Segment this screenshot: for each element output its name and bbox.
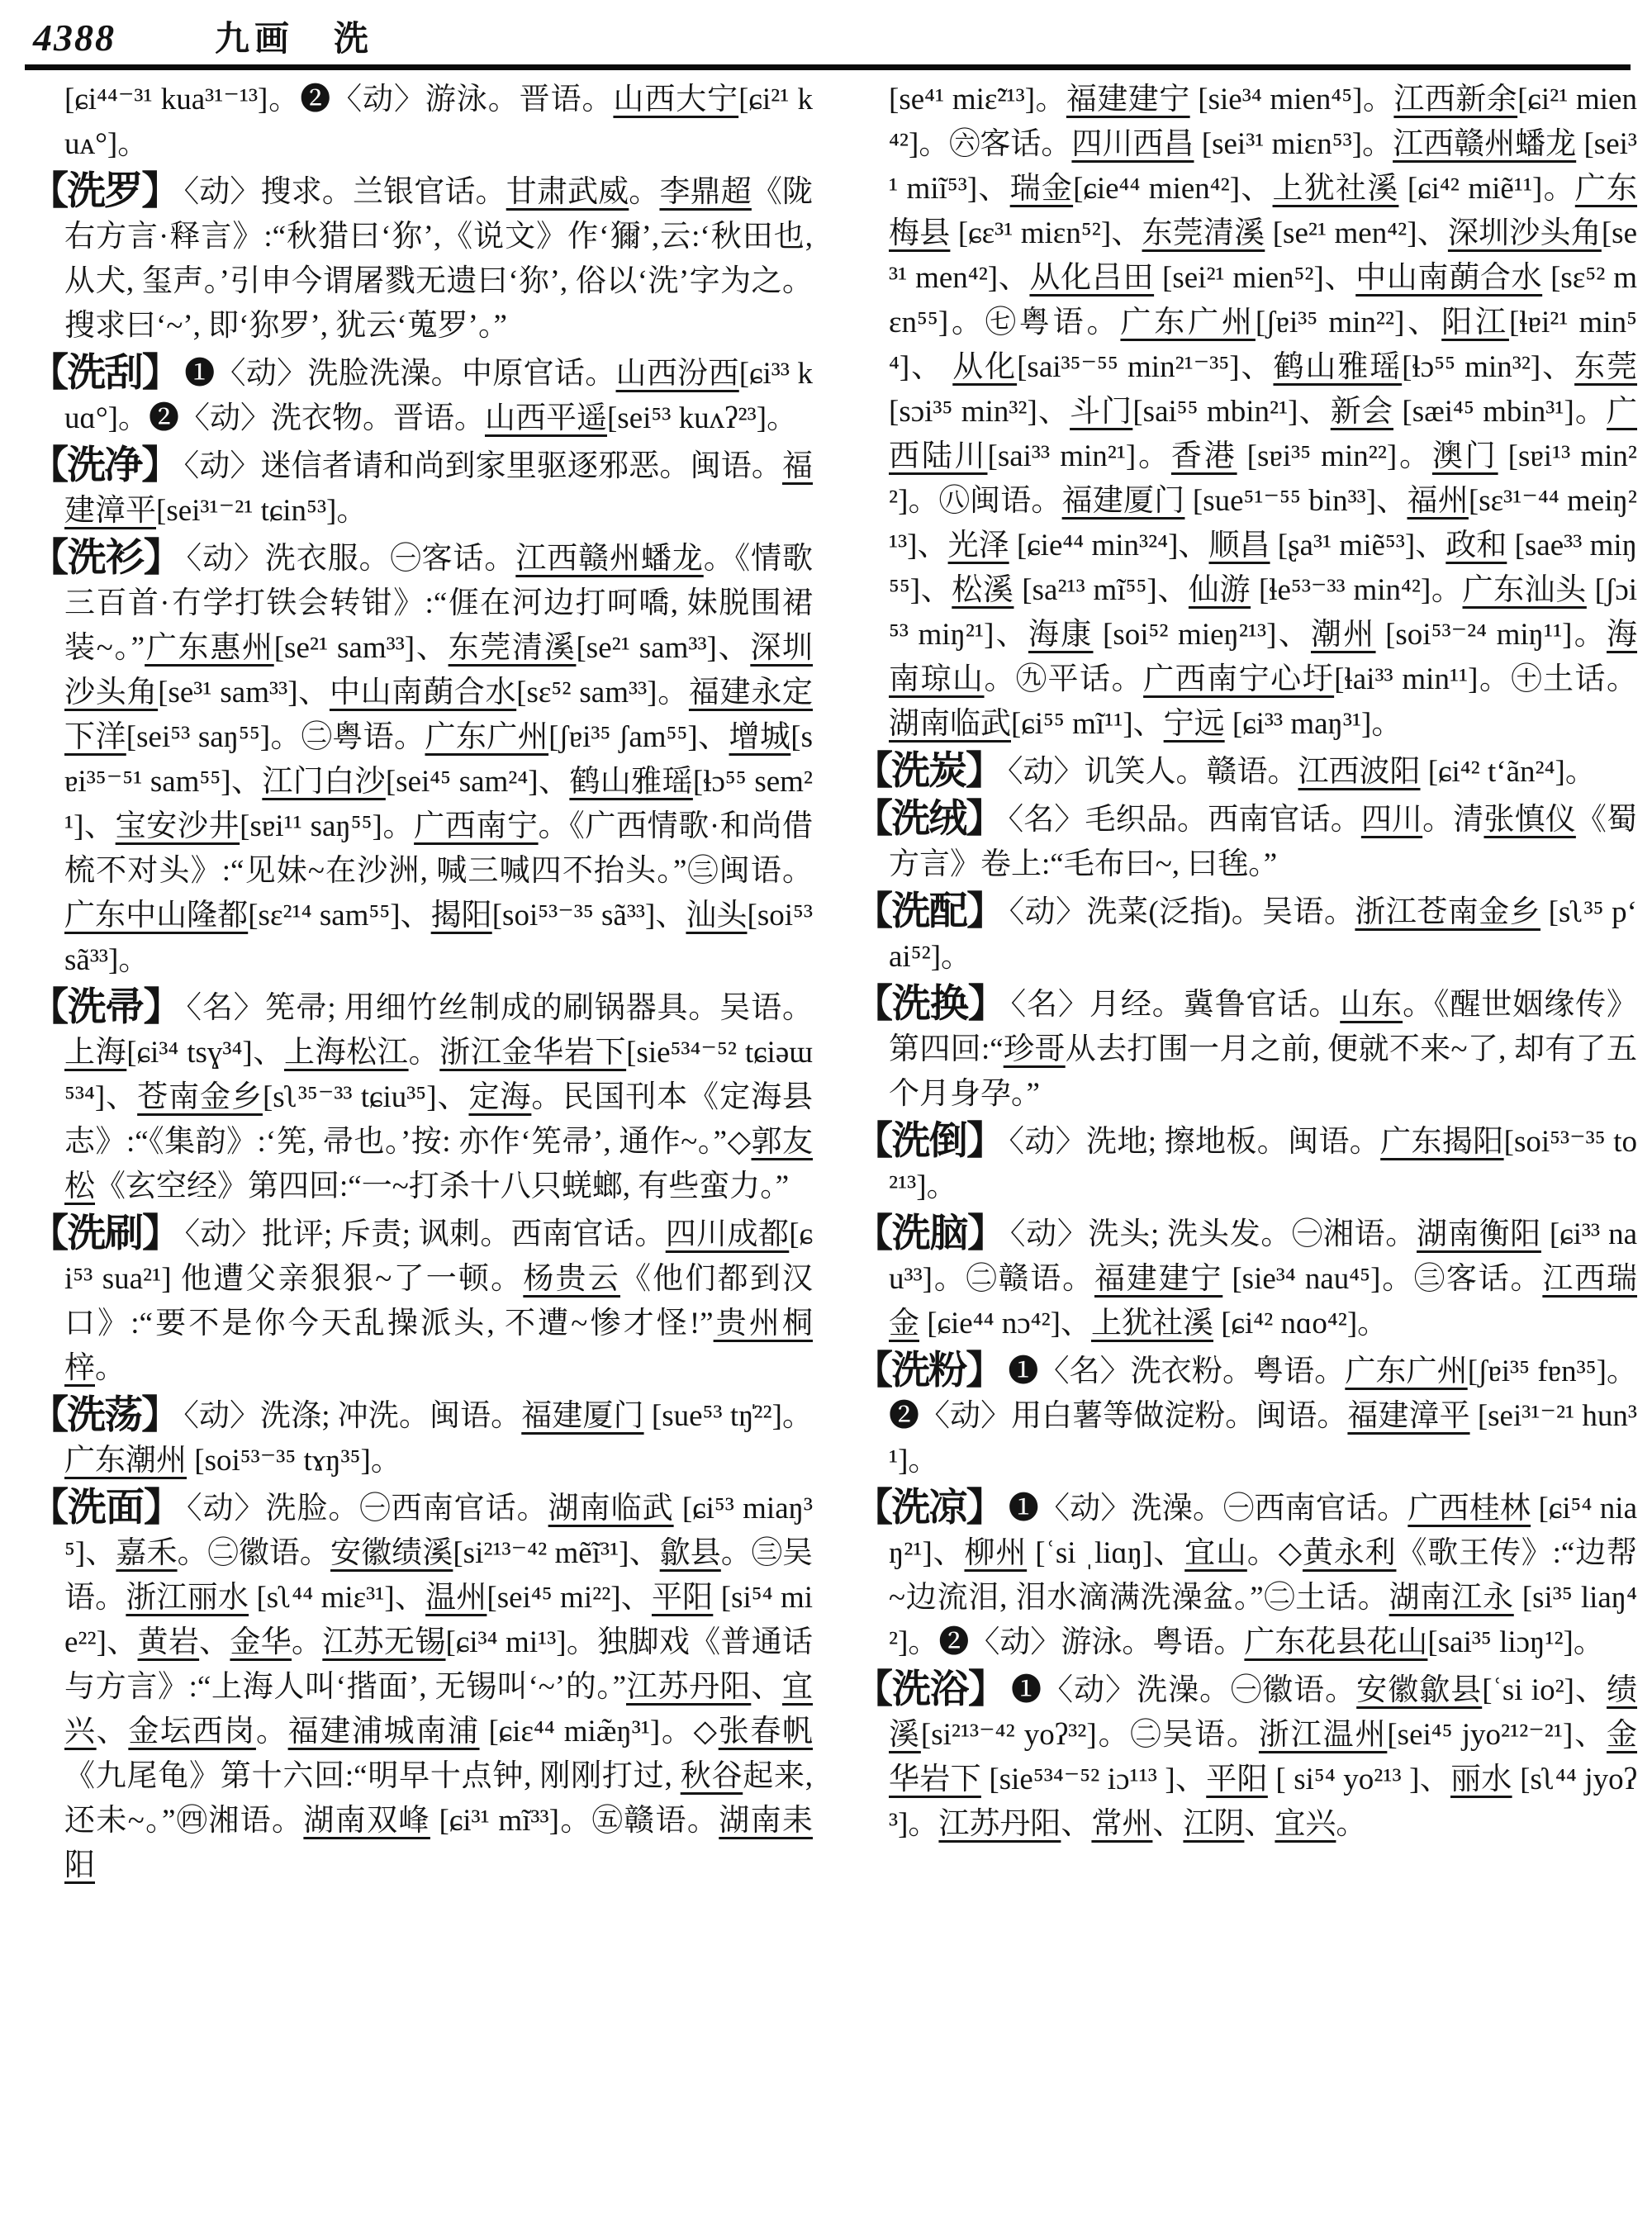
entry-continuation: [ɕi⁴⁴⁻³¹ kua³¹⁻¹³]。❷〈动〉游泳。晋语。山西大宁[ɕi²¹ kuᴀ°]。 <box>64 83 813 161</box>
proper-noun: 湖南临武 <box>548 1492 674 1525</box>
proper-noun: 黄永利 <box>1302 1536 1397 1570</box>
proper-noun: 广东花县花山 <box>1244 1625 1428 1659</box>
entry-headword: 【洗配】 <box>854 890 1004 933</box>
proper-noun: 澳门 <box>1431 439 1498 473</box>
proper-noun: 山西汾西 <box>615 357 739 391</box>
proper-noun: 浙江苍南金乡 <box>1355 895 1540 929</box>
proper-noun: 嘉禾 <box>116 1536 178 1570</box>
dictionary-entry: 【洗衫】 〈动〉洗衣服。㊀客话。江西赣州蟠龙。《情歌三百首·冇学打铁会转钳》:“𠊎在河边打呵嘺, 妹脱围裙装~。”广东惠州[se²¹ sam³³]、东莞清溪[se²¹ sam³³]、深圳沙头角[se³¹ sam³³]、中山南蓢合水[sɛ⁵² sam³³]。福建永定下洋[sei⁵³ saŋ⁵⁵]。㊁粤语。广东广州[ʃɐi³⁵ ʃam⁵⁵]、增城[sɐi³⁵⁻⁵¹ sam⁵⁵]、江门白沙[sei⁴⁵ sam²⁴]、鹤山雅瑶[ɬɔ⁵⁵ sem²¹]、宝安沙井[sɐi¹¹ saŋ⁵⁵]。广西南宁。《广西情歌·和尚借梳不对头》:“见妹~在沙洲, 喊三喊四不抬头。”㊂闽语。广东中山隆都[sɛ²¹⁴ sam⁵⁵]、揭阳[soi⁵³⁻³⁵ sã³³]、汕头[soi⁵³ sã³³]。 <box>30 537 814 977</box>
dictionary-entry: 【洗净】 〈动〉迷信者请和尚到家里驱逐邪恶。闽语。福建漳平[sei³¹⁻²¹ tɕin⁵³]。 <box>30 444 814 528</box>
dictionary-entry: 【洗刮】 ❶〈动〉洗脸洗澡。中原官话。山西汾西[ɕi³³ kuɑ°]。❷〈动〉洗衣物。晋语。山西平遥[sei⁵³ kuʌʔ²³]。 <box>30 352 814 435</box>
dictionary-entry: 【洗炭】 〈动〉讥笑人。赣语。江西波阳 [ɕi⁴² tʻãn²⁴]。 <box>854 750 1596 793</box>
proper-noun: 阳江 <box>1441 306 1509 339</box>
proper-noun: 金坛西岗 <box>128 1715 256 1748</box>
proper-noun: 浙江金华岩下 <box>439 1036 627 1070</box>
proper-noun: 苍南金乡 <box>137 1080 263 1114</box>
entry-headword: 【洗面】 <box>30 1487 183 1530</box>
proper-noun: 揭阳 <box>430 899 492 932</box>
proper-noun: 丽水 <box>1450 1763 1512 1796</box>
proper-noun: 温州 <box>425 1581 487 1615</box>
proper-noun: 湖南双峰 <box>303 1804 430 1838</box>
entry-headword: 【洗帚】 <box>30 986 182 1029</box>
proper-noun: 绩溪 <box>889 1673 1638 1752</box>
proper-noun: 江西新余 <box>1393 83 1518 116</box>
entry-headword: 【洗刮】 <box>30 352 180 395</box>
proper-noun: 上海 <box>64 1036 127 1070</box>
proper-noun: 广西陆川 <box>889 395 1638 473</box>
proper-noun: 柳州 <box>964 1536 1028 1570</box>
proper-noun: 山东 <box>1340 988 1403 1022</box>
proper-noun: 宜兴 <box>64 1670 813 1748</box>
entry-headword: 【洗脑】 <box>854 1212 1005 1255</box>
proper-noun: 江西波阳 <box>1298 755 1421 789</box>
dictionary-entry: 【洗帚】 〈名〉筅帚; 用细竹丝制成的刷锅器具。吴语。上海[ɕi³⁴ tsɣ³⁴]、上海松江。浙江金华岩下[sie⁵³⁴⁻⁵² tɕiəɯ⁵³⁴]、苍南金乡[sʅ³⁵⁻³³ tɕiu³⁵]、定海。民国刊本《定海县志》:“《集韵》:‘筅, 帚也。’按: 亦作‘筅帚’, 通作~。”◇郭友松《玄空经》第四回:“一~打杀十八只蜣螂, 有些蛮力。” <box>30 986 814 1203</box>
proper-noun: 歙县 <box>659 1536 721 1570</box>
proper-noun: 宜山 <box>1184 1536 1247 1570</box>
proper-noun: 甘肃武威 <box>506 175 629 209</box>
proper-noun: 浙江温州 <box>1258 1718 1388 1752</box>
proper-noun: 增城 <box>729 720 791 754</box>
entry-headword: 【洗浴】 <box>854 1668 1007 1711</box>
proper-noun: 福建建宁 <box>1066 83 1190 116</box>
entry-continuation: [se⁴¹ miɛ̃²¹³]。福建建宁 [sie³⁴ mien⁴⁵]。江西新余[ɕi²¹ mien⁴²]。㊅客话。四川西昌 [sei³¹ miɛn⁵³]。江西赣州蟠龙 [sei³¹ miĩ⁵³]、瑞金[ɕie⁴⁴ mien⁴²]、上犹社溪 [ɕi⁴² miẽ¹¹]。广东梅县 [ɕɛ³¹ miɛn⁵²]、东莞清溪 [se²¹ men⁴²]、深圳沙头角[se³¹ men⁴²]、从化吕田 [sei²¹ mien⁵²]、中山南蓢合水 [sɛ⁵² mɛn⁵⁵]。㊆粤语。广东广州[ʃɐi³⁵ min²²]、阳江[ɬɐi²¹ min⁵⁴]、 从化[sai³⁵⁻⁵⁵ min²¹⁻³⁵]、鹤山雅瑶[ɬɔ⁵⁵ min³²]、东莞 [sɔi³⁵ min³²]、斗门[sai⁵⁵ mbin²¹]、新会 [sæi⁴⁵ mbin³¹]。广西陆川[sai³³ min²¹]。香港 [sɐi³⁵ min²²]。澳门 [sɐi¹³ min²²]。㊇闽语。福建厦门 [sue⁵¹⁻⁵⁵ bin³³]、福州[sɛ³¹⁻⁴⁴ meiŋ²¹³]、光泽 [ɕie⁴⁴ min³²⁴]、顺昌 [ʂa³¹ miẽ⁵³]、政和 [sae³³ miŋ⁵⁵]、松溪 [sa²¹³ mĩ⁵⁵]、仙游 [ɬe⁵³⁻³³ min⁴²]。广东汕头 [ʃɔi⁵³ miŋ²¹]、海康 [soi⁵² mieŋ²¹³]、潮州 [soi⁵³⁻²⁴ miŋ¹¹]。海南琼山。㊈平话。广西南宁心圩[ɬai³³ min¹¹]。㊉土话。湖南临武[ɕi⁵⁵ mĩ¹¹]、宁远 [ɕi³³ maŋ³¹]。 <box>889 83 1638 741</box>
proper-noun: 汕头 <box>686 899 748 932</box>
proper-noun: 江苏无锡 <box>322 1625 446 1659</box>
proper-noun: 江苏丹阳 <box>626 1670 752 1704</box>
entry-headword: 【洗荡】 <box>30 1394 179 1437</box>
proper-noun: 光泽 <box>947 529 1009 562</box>
proper-noun: 福建厦门 <box>1061 484 1185 518</box>
entry-headword: 【洗粉】 <box>854 1350 1004 1393</box>
proper-noun: 杨贵云 <box>523 1262 620 1296</box>
text-column-right <box>854 78 1637 1847</box>
proper-noun: 广西南宁 <box>414 809 539 843</box>
proper-noun: 鹤山雅瑶 <box>1273 350 1403 384</box>
proper-noun: 黄岩 <box>137 1625 200 1659</box>
proper-noun: 安徽绩溪 <box>330 1536 453 1570</box>
entry-headword: 【洗换】 <box>854 983 1006 1026</box>
proper-noun: 从化 <box>952 350 1018 384</box>
proper-noun: 广西桂林 <box>1408 1492 1531 1525</box>
proper-noun: 宜兴 <box>1275 1807 1336 1841</box>
page-header <box>33 12 373 61</box>
proper-noun: 从化吕田 <box>1029 261 1155 295</box>
dictionary-entry: 【洗配】 〈动〉洗菜(泛指)。吴语。浙江苍南金乡 [sʅ³⁵ pʻai⁵²]。 <box>854 890 1638 974</box>
proper-noun: 福建建宁 <box>1094 1262 1223 1296</box>
proper-noun: 东莞清溪 <box>448 631 577 665</box>
proper-noun: 福建浦城南浦 <box>287 1715 480 1748</box>
proper-noun: 平阳 <box>1206 1763 1268 1796</box>
dictionary-entry: 【洗粉】 ❶〈名〉洗衣粉。粤语。广东广州[ʃɐi³⁵ fɐn³⁵]。❷〈动〉用白薯等做淀粉。闽语。福建漳平 [sei³¹⁻²¹ hun³¹]。 <box>854 1350 1638 1478</box>
entry-headword: 【洗倒】 <box>854 1120 1004 1163</box>
dictionary-entry: 【洗刷】 〈动〉批评; 斥责; 讽刺。西南官话。四川成都[ɕi⁵³ sua²¹] 他遭父亲狠狠~了一顿。杨贵云《他们都到汉口》:“要不是你今天乱操派头, 不遭~惨才怪!”贵州桐梓。 <box>30 1212 814 1385</box>
proper-noun: 江西赣州蟠龙 <box>1393 127 1577 161</box>
proper-noun: 珍哥 <box>1003 1032 1066 1066</box>
dictionary-entry: 【洗换】 〈名〉月经。冀鲁官话。山东。《醒世姻缘传》第四回:“珍哥从去打围一月之前, 便就不来~了, 却有了五个月身孕。” <box>854 983 1638 1111</box>
entry-headword: 【洗绒】 <box>854 798 1004 841</box>
proper-noun: 福州 <box>1407 484 1469 518</box>
proper-noun: 海南琼山 <box>889 618 1638 696</box>
proper-noun: 浙江丽水 <box>126 1581 249 1615</box>
proper-noun: 福建永定下洋 <box>64 676 814 754</box>
entry-headword: 【洗凉】 <box>854 1487 1004 1530</box>
proper-noun: 郭友松 <box>64 1125 813 1203</box>
proper-noun: 广东揭阳 <box>1380 1125 1504 1159</box>
proper-noun: 政和 <box>1446 529 1507 562</box>
proper-noun: 江西赣州蟠龙 <box>515 542 704 576</box>
proper-noun: 中山南蓢合水 <box>329 676 517 709</box>
proper-noun: 广东潮州 <box>64 1444 187 1478</box>
proper-noun: 定海 <box>468 1080 532 1114</box>
proper-noun: 福建漳平 <box>1347 1399 1470 1433</box>
proper-noun: 李鼎超 <box>659 175 752 209</box>
proper-noun: 湖南江永 <box>1389 1581 1514 1615</box>
proper-noun: 上海松江 <box>284 1036 409 1070</box>
proper-noun: 瑞金 <box>1009 172 1074 206</box>
proper-noun: 湖南临武 <box>889 707 1011 741</box>
proper-noun: 仙游 <box>1188 573 1251 607</box>
proper-noun: 常州 <box>1091 1807 1153 1841</box>
entry-headword: 【洗净】 <box>30 444 179 487</box>
proper-noun: 山西平遥 <box>484 401 607 435</box>
proper-noun: 上犹社溪 <box>1272 172 1399 206</box>
proper-noun: 广东广州 <box>425 720 549 754</box>
proper-noun: 海康 <box>1028 618 1094 652</box>
proper-noun: 四川西昌 <box>1071 127 1194 161</box>
text-column-left <box>30 78 813 1888</box>
proper-noun: 宝安沙井 <box>115 809 240 843</box>
proper-noun: 平阳 <box>651 1581 714 1615</box>
proper-noun: 秋谷 <box>680 1759 743 1793</box>
proper-noun: 广东汕头 <box>1462 573 1587 607</box>
proper-noun: 江西瑞金 <box>889 1262 1638 1340</box>
proper-noun: 广东广州 <box>1120 306 1256 339</box>
proper-noun: 江门白沙 <box>262 765 386 799</box>
proper-noun: 上犹社溪 <box>1090 1307 1213 1340</box>
entry-headword: 【洗衫】 <box>30 537 182 580</box>
proper-noun: 深圳沙头角 <box>1447 216 1602 250</box>
section-title: 九画 洗 <box>215 21 374 59</box>
header-rule <box>25 64 1631 70</box>
proper-noun: 潮州 <box>1310 618 1376 652</box>
proper-noun: 贵州桐梓 <box>64 1307 814 1385</box>
dictionary-entry: 【洗荡】 〈动〉洗涤; 冲洗。闽语。福建厦门 [sue⁵³ tŋ̍²²]。广东潮州 [soi⁵³⁻³⁵ tɤŋ³⁵]。 <box>30 1394 814 1478</box>
dictionary-entry: 【洗倒】 〈动〉洗地; 擦地板。闽语。广东揭阳[soi⁵³⁻³⁵ to²¹³]。 <box>854 1120 1638 1203</box>
proper-noun: 中山南蓢合水 <box>1355 261 1543 295</box>
dictionary-entry: 【洗罗】 〈动〉搜求。兰银官话。甘肃武威。李鼎超《陇右方言·释言》:“秋猎曰‘狝’,《说文》作‘獮’,云:‘秋田也, 从犬, 玺声。’引申今谓屠戮无遗曰‘狝’, 俗以‘洗’字为之。搜求曰‘~’, 即‘狝罗’, 犹云‘蒐罗’。” <box>30 170 814 343</box>
entry-headword: 【洗炭】 <box>854 750 1003 793</box>
proper-noun: 广西南宁心圩 <box>1143 662 1335 696</box>
proper-noun: 江阴 <box>1183 1807 1245 1841</box>
proper-noun: 东莞 <box>1574 350 1638 384</box>
proper-noun: 山西大宁 <box>613 83 739 116</box>
proper-noun: 广东梅县 <box>889 172 1638 250</box>
proper-noun: 福建厦门 <box>521 1399 644 1433</box>
dictionary-entry: 【洗浴】 ❶〈动〉洗澡。㊀徽语。安徽歙县[ʿsi io²]、绩溪[si²¹³⁻⁴² yoʔ³²]。㊁吴语。浙江温州[sei⁴⁵ jyo²¹²⁻²¹]、金华岩下 [sie⁵³⁴⁻⁵² iɔ¹¹³ ]、平阳 [ si⁵⁴ yo²¹³ ]、丽水 [sʅ⁴⁴ jyoʔ³]。江苏丹阳、常州、江阴、宜兴。 <box>854 1668 1638 1841</box>
proper-noun: 安徽歙县 <box>1356 1673 1483 1707</box>
proper-noun: 湖南衡阳 <box>1417 1217 1541 1251</box>
dictionary-entry: 【洗凉】 ❶〈动〉洗澡。㊀西南官话。广西桂林 [ɕi⁵⁴ niaŋ²¹]、柳州 [ʿsi ˌliɑŋ]、宜山。◇黄永利《歌王传》:“边帮~边流泪, 泪水滴满洗澡盆。”㊁土话。湖南江永 [si³⁵ liaŋ⁴²]。❷〈动〉游泳。粤语。广东花县花山[sai³⁵ liɔŋ¹²]。 <box>854 1487 1638 1659</box>
proper-noun: 鹤山雅瑶 <box>569 765 693 799</box>
proper-noun: 金华 <box>230 1625 292 1659</box>
dictionary-entry: 【洗绒】 〈名〉毛织品。西南官话。四川。清张慎仪《蜀方言》卷上:“毛布曰~, 曰毪。” <box>854 798 1638 881</box>
proper-noun: 四川 <box>1360 803 1423 837</box>
proper-noun: 顺昌 <box>1208 529 1270 562</box>
proper-noun: 新会 <box>1330 395 1393 429</box>
proper-noun: 四川成都 <box>665 1217 790 1251</box>
proper-noun: 广东惠州 <box>145 631 274 665</box>
page-number: 4388 <box>33 17 116 59</box>
dictionary-entry: 【洗面】 〈动〉洗脸。㊀西南官话。湖南临武 [ɕi⁵³ miaŋ³⁵]、嘉禾。㊁徽语。安徽绩溪[si²¹³⁻⁴² mẽĩ³¹]、歙县。㊂吴语。浙江丽水 [sʅ⁴⁴ miɛ³¹]、温州[sei⁴⁵ mi²²]、平阳 [si⁵⁴ mie²²]、黄岩、金华。江苏无锡[ɕi³⁴ mi¹³]。独脚戏《普通话与方言》:“上海人叫‘揩面’, 无锡叫‘~’的。”江苏丹阳、宜兴、金坛西岗。福建浦城南浦 [ɕiɛ⁴⁴ miæ̃ŋ³¹]。◇张春帆《九尾龟》第十六回:“明早十点钟, 刚刚打过, 秋谷起来, 还未~。”㊃湘语。湖南双峰 [ɕi³¹ mĩ³³]。㊄赣语。湖南耒阳 <box>30 1487 814 1882</box>
proper-noun: 福建漳平 <box>64 449 814 528</box>
proper-noun: 斗门 <box>1070 395 1133 429</box>
proper-noun: 广东广州 <box>1345 1355 1468 1388</box>
proper-noun: 香港 <box>1170 439 1237 473</box>
proper-noun: 广东中山隆都 <box>64 899 249 932</box>
proper-noun: 松溪 <box>952 573 1014 607</box>
dictionary-entry: 【洗脑】 〈动〉洗头; 洗头发。㊀湘语。湖南衡阳 [ɕi³³ nau³³]。㊁赣语。福建建宁 [sie³⁴ nau⁴⁵]。㊂客话。江西瑞金 [ɕie⁴⁴ nɔ⁴²]、上犹社溪 [ɕi⁴² nɑo⁴²]。 <box>854 1212 1638 1340</box>
proper-noun: 金华岩下 <box>889 1718 1638 1796</box>
entry-headword: 【洗刷】 <box>30 1212 180 1255</box>
proper-noun: 东莞清溪 <box>1142 216 1265 250</box>
proper-noun: 宁远 <box>1163 707 1225 741</box>
entry-headword: 【洗罗】 <box>30 170 179 213</box>
proper-noun: 深圳沙头角 <box>64 631 814 709</box>
proper-noun: 张春帆 <box>718 1715 813 1748</box>
proper-noun: 张慎仪 <box>1483 803 1576 837</box>
proper-noun: 江苏丹阳 <box>938 1807 1061 1841</box>
proper-noun: 湖南耒阳 <box>64 1804 813 1882</box>
